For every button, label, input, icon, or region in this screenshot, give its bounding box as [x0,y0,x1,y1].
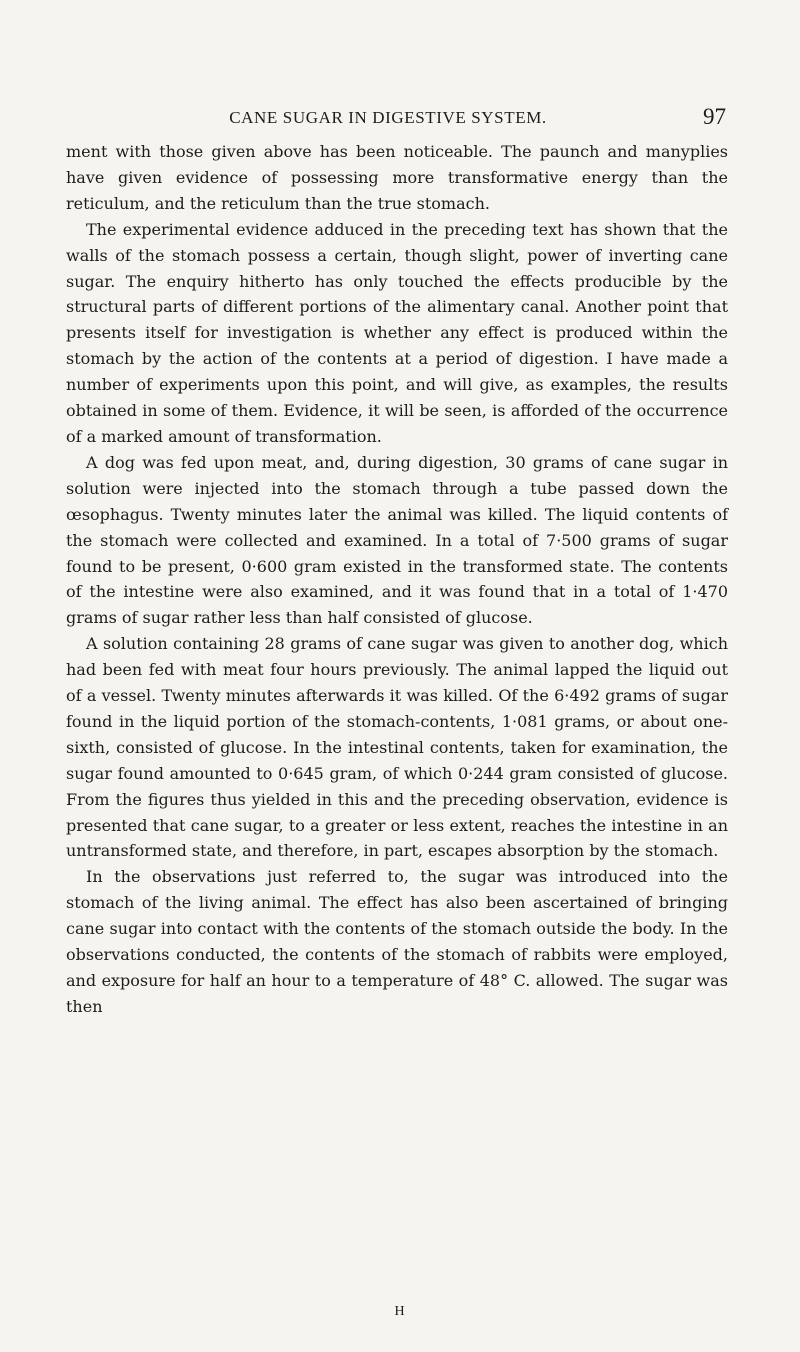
body-text [66,139,728,1020]
paragraph-5: In the observations just referred to, the sugar was introduced into the stomach of the living animal. The effect has also been ascertained of bringing cane sugar into contact with the contents of the stomach outside the body. In the observations conducted, the contents of the stomach of rabbits were employed, and exposure for half an hour to a temperature of 48° C. allowed. The sugar was then [66,867,728,1016]
paragraph-1: ment with those given above has been noticeable. The paunch and manyplies have given evidence of possessing more transformative energy than the reticulum, and the reticulum than the true stomach. [66,142,728,213]
paragraph-3: A dog was fed upon meat, and, during digestion, 30 grams of cane sugar in solution were injected into the stomach through a tube passed down the œsophagus. Twenty minutes later the animal was killed. The liquid contents of the stomach were collected and examined. In a total of 7·500 grams of sugar found to be present, 0·600 gram existed in the transformed state. The contents of the intestine were also examined, and it was found that in a total of 1·470 grams of sugar rather less than half consisted of glucose. [66,452,728,628]
page-header [68,88,728,128]
page-number: 97 [703,104,726,129]
paragraph-4: A solution containing 28 grams of cane sugar was given to another dog, which had been fed with meat four hours previously. The animal lapped the liquid out of a vessel. Twenty minutes afterwards it was killed. Of the 6·492 grams of sugar found in the liquid portion of the stomach-contents, 1·081 grams, or about one-sixth, consisted of glucose. In the intestinal contents, taken for examination, the sugar found amounted to 0·645 gram, of which 0·244 gram consisted of glucose. From the figures thus yielded in this and the preceding observation, evidence is presented that cane sugar, to a greater or less extent, reaches the intestine in an untransformed state, and therefore, in part, escapes absorption by the stomach. [66,634,728,861]
running-head: CANE SUGAR IN DIGESTIVE SYSTEM. [229,108,547,127]
signature-mark: H [394,1304,406,1319]
paragraph-2: The experimental evidence adduced in the preceding text has shown that the walls of the stomach possess a certain, though slight, power of inverting cane sugar. The enquiry hitherto has only touched the effects producible by the structural parts of different portions of the alimentary canal. Another point that presents itself for investigation is whether any effect is produced within the stomach by the action of the contents at a period of digestion. I have made a number of experiments upon this point, and will give, as examples, the results obtained in some of them. Evidence, it will be seen, is afforded of the occurrence of a marked amount of transformation. [66,219,728,446]
